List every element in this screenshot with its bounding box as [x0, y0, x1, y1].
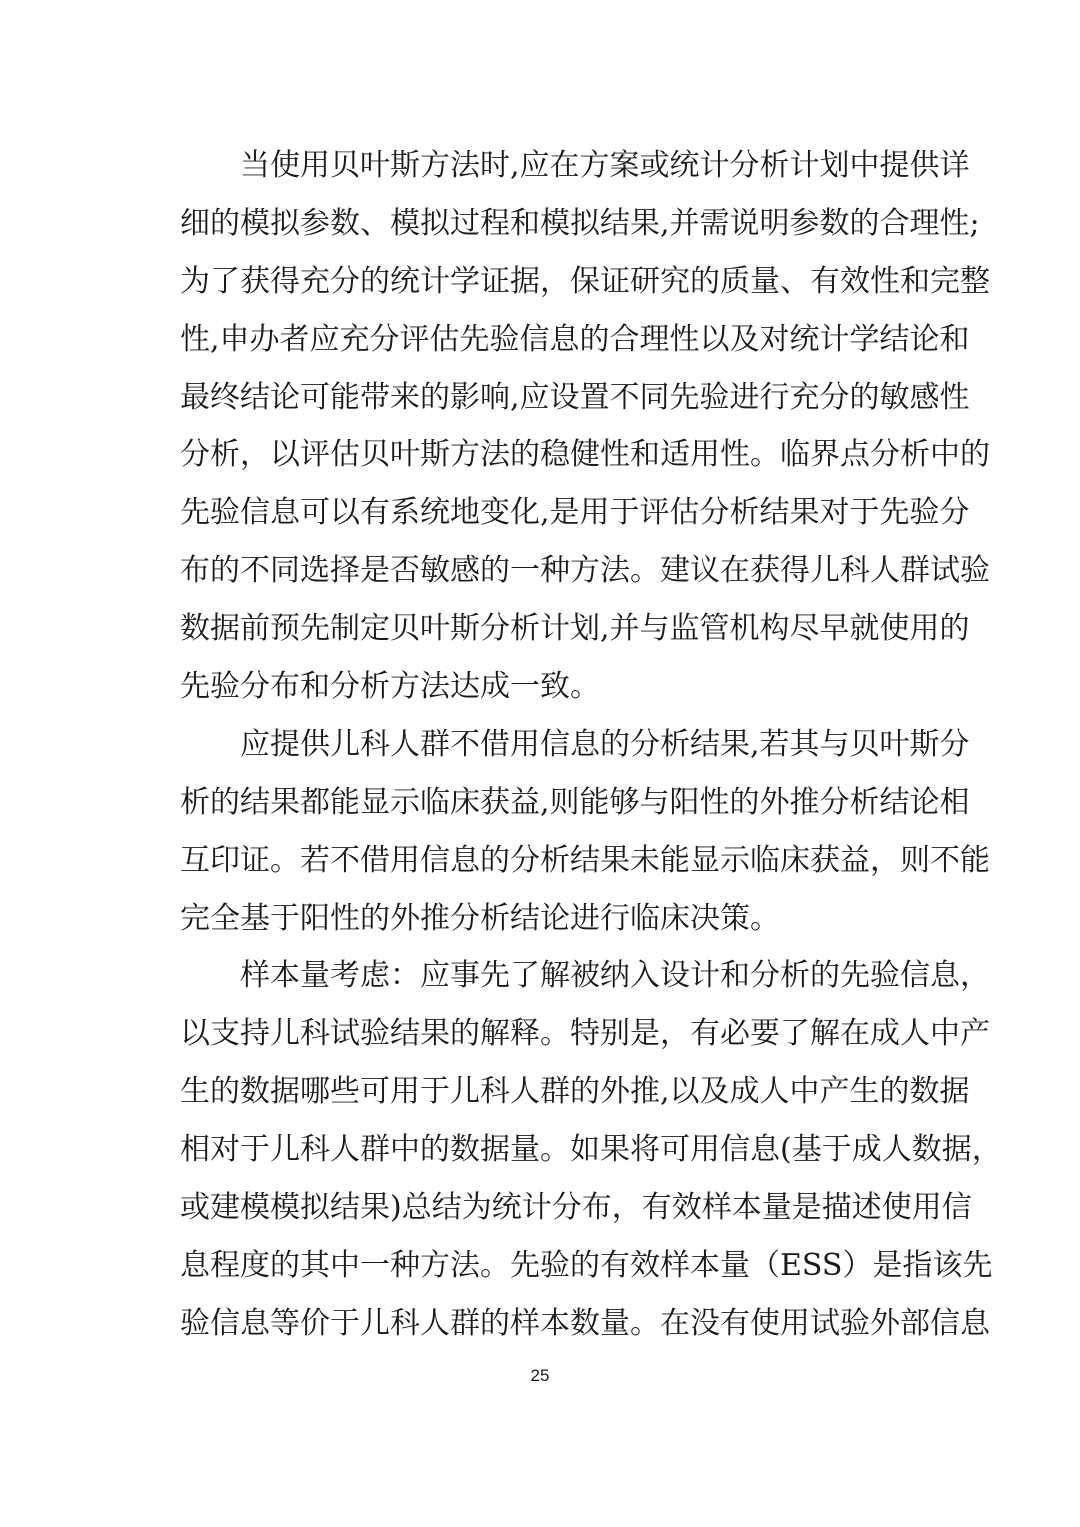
text-line: 完全基于阳性的外推分析结论进行临床决策。: [180, 900, 780, 936]
page-number: 25: [530, 1366, 550, 1385]
text-line: 先验信息可以有系统地变化,是用于评估分析结果对于先验分: [180, 495, 970, 531]
text-line: 先验分布和分析方法达成一致。: [180, 669, 600, 705]
text-line: 析的结果都能显示临床获益,则能够与阳性的外推分析结论相: [180, 784, 970, 820]
text-line: 或建模模拟结果)总结为统计分布，有效样本量是描述使用信: [180, 1190, 972, 1226]
text-line: 应提供儿科人群不借用信息的分析结果,若其与贝叶斯分: [240, 726, 970, 762]
text-line: 息程度的其中一种方法。先验的有效样本量（ESS）是指该先: [180, 1247, 993, 1283]
text-line: 布的不同选择是否敏感的一种方法。建议在获得儿科人群试验: [180, 553, 990, 589]
text-line: 以支持儿科试验结果的解释。特别是，有必要了解在成人中产: [180, 1016, 990, 1052]
text-line: 互印证。若不借用信息的分析结果未能显示临床获益，则不能: [180, 842, 990, 878]
text-line: 性,申办者应充分评估先验信息的合理性以及对统计学结论和: [180, 321, 970, 357]
text-line: 样本量考虑：应事先了解被纳入设计和分析的先验信息，: [240, 958, 990, 994]
text-line: 当使用贝叶斯方法时,应在方案或统计分析计划中提供详: [240, 148, 970, 183]
text-line: 最终结论可能带来的影响,应设置不同先验进行充分的敏感性: [180, 379, 970, 415]
body-text: [180, 137, 1002, 1353]
text-line: 验信息等价于儿科人群的样本数量。在没有使用试验外部信息: [180, 1305, 990, 1341]
paragraph-sample-size: [180, 947, 1002, 1352]
text-line: 细的模拟参数、模拟过程和模拟结果,并需说明参数的合理性;: [180, 205, 980, 241]
text-line: 分析，以评估贝叶斯方法的稳健性和适用性。临界点分析中的: [180, 437, 990, 473]
text-line: 为了获得充分的统计学证据，保证研究的质量、有效性和完整: [180, 263, 990, 299]
text-line: 生的数据哪些可用于儿科人群的外推,以及成人中产生的数据: [180, 1074, 970, 1110]
paragraph-bayesian-methods: [180, 137, 990, 716]
paragraph-non-borrowing-analysis: [180, 716, 990, 948]
text-line: 相对于儿科人群中的数据量。如果将可用信息(基于成人数据，: [180, 1132, 1002, 1168]
text-line: 数据前预先制定贝叶斯分析计划,并与监管机构尽早就使用的: [180, 611, 970, 647]
